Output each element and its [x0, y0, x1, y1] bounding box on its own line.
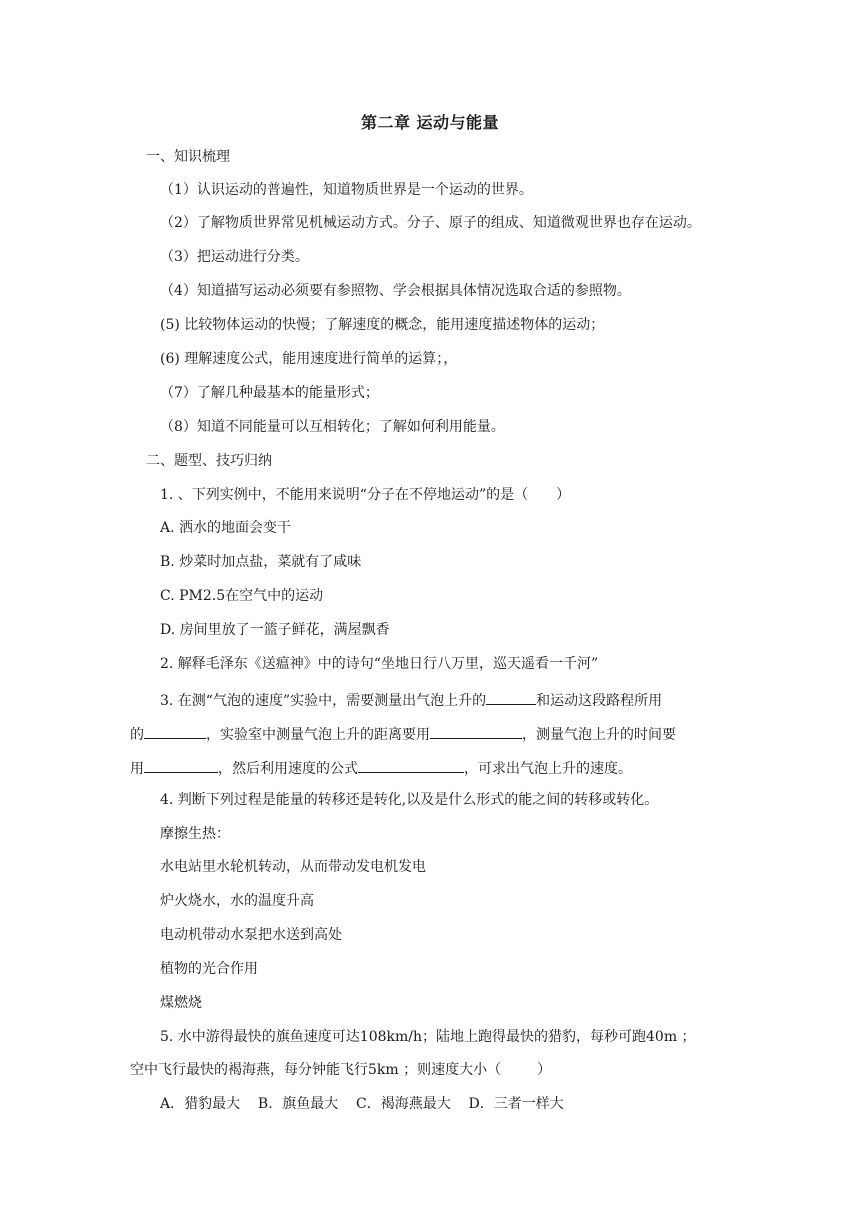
question-4-item-5: 植物的光合作用: [160, 961, 258, 977]
knowledge-item-7: （7）了解几种最基本的能量形式；: [160, 385, 379, 401]
question-3-text-e: ，测量气泡上升的时间要: [522, 727, 676, 743]
question-4-stem: 4. 判断下列过程是能量的转移还是转化,以及是什么形式的能之间的转移或转化。: [160, 792, 659, 808]
question-1-stem-close: ）: [556, 487, 571, 503]
question-3-text-b: 和运动这段路程所用: [536, 693, 663, 709]
question-3-line-2: [130, 722, 676, 745]
knowledge-item-5: (5) 比较物体运动的快慢；了解速度的概念，能用速度描述物体的运动；: [160, 317, 605, 333]
question-3-line-1: [160, 688, 662, 711]
fill-blank: [486, 688, 536, 705]
section-heading-knowledge: 一、知识梳理: [146, 149, 230, 165]
fill-blank: [358, 756, 464, 773]
question-4-item-4: 电动机带动水泵把水送到高处: [160, 927, 342, 943]
question-4-item-1: 摩擦生热：: [160, 826, 230, 842]
question-4-item-3: 炉火烧水，水的温度升高: [160, 893, 314, 909]
question-3-text-c: 的: [130, 727, 144, 743]
question-4-item-2: 水电站里水轮机转动，从而带动发电机发电: [160, 859, 426, 875]
question-3-text-f: 用: [130, 761, 144, 777]
question-1-option-b: B. 炒菜时加点盐，菜就有了咸味: [160, 554, 362, 570]
question-2-stem: 2. 解释毛泽东《送瘟神》中的诗句“坐地日行八万里，巡天遥看一千河”: [160, 656, 599, 672]
question-5-text-a: 空中飞行最快的褐海燕，每分钟能飞行5km ；则速度大小（: [130, 1062, 502, 1078]
chapter-title: 第二章 运动与能量: [360, 113, 500, 132]
question-3-text-g: ，然后利用速度的公式: [218, 761, 358, 777]
question-3-text-d: ，实验室中测量气泡上升的距离要用: [206, 727, 430, 743]
question-5-options: A．猎豹最大 B．旗鱼最大 C．褐海燕最大 D．三者一样大: [160, 1096, 564, 1112]
question-1-option-c: C. PM2.5在空气中的运动: [160, 588, 324, 604]
question-1-option-a: A. 洒水的地面会变干: [160, 520, 292, 536]
question-5-line-2: [130, 1060, 551, 1080]
question-1-stem-text: 1. 、下列实例中，不能用来说明“分子在不停地运动”的是（: [160, 487, 529, 503]
knowledge-item-1: （1）认识运动的普遍性，知道物质世界是一个运动的世界。: [160, 182, 533, 198]
question-3-text-h: ，可求出气泡上升的速度。: [464, 761, 632, 777]
question-1-option-d: D. 房间里放了一篮子鲜花，满屋飘香: [160, 622, 390, 638]
question-3-text-a: 3. 在测“气泡的速度”实验中，需要测量出气泡上升的: [160, 693, 487, 709]
fill-blank: [144, 722, 206, 739]
knowledge-item-3: （3）把运动进行分类。: [160, 249, 309, 265]
question-4-item-6: 煤燃烧: [160, 995, 202, 1011]
knowledge-item-6: (6) 理解速度公式，能用速度进行简单的运算；，: [160, 351, 458, 367]
question-5-line-1: 5. 水中游得最快的旗鱼速度可达108km/h；陆地上跑得最快的猎豹，每秒可跑40m ；: [160, 1029, 696, 1045]
section-heading-types: 二、题型、技巧归纳: [146, 453, 272, 469]
knowledge-item-8: （8）知道不同能量可以互相转化；了解如何利用能量。: [160, 419, 505, 435]
question-5-text-b: ）: [537, 1062, 552, 1078]
knowledge-item-4: （4）知道描写运动必须要有参照物、学会根据具体情况选取合适的参照物。: [160, 283, 631, 299]
fill-blank: [144, 756, 218, 773]
knowledge-item-2: （2）了解物质世界常见机械运动方式。分子、原子的组成、知道微观世界也存在运动。: [160, 215, 701, 231]
question-1-stem: [160, 485, 570, 505]
question-3-line-3: [130, 756, 632, 779]
fill-blank: [430, 722, 522, 739]
